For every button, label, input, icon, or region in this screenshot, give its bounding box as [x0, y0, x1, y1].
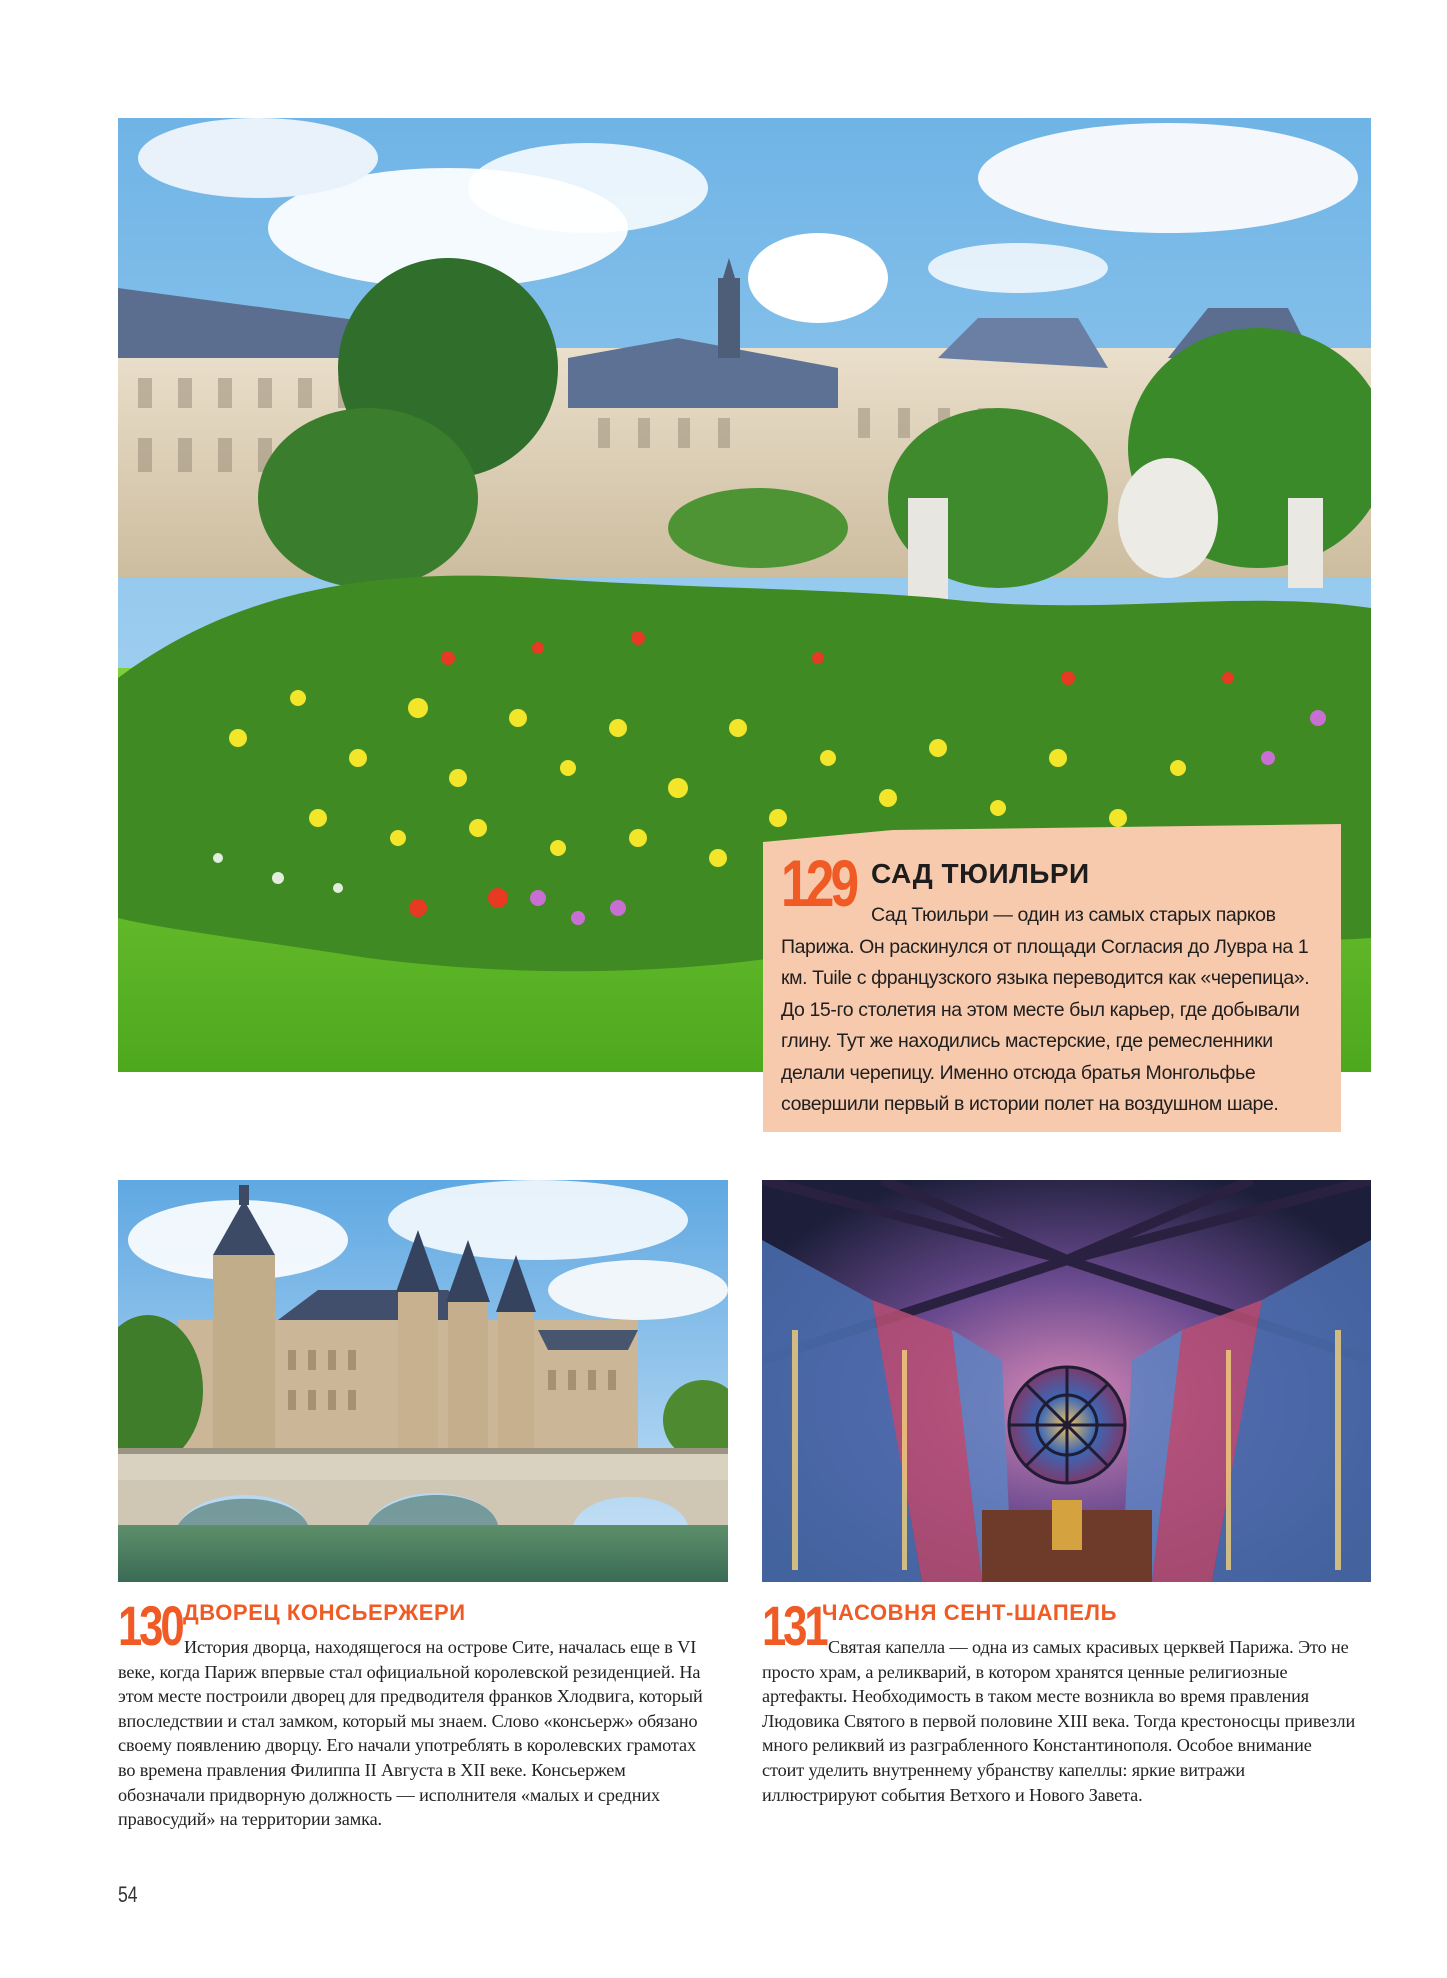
sainte-chapelle-photo [762, 1180, 1371, 1582]
tuileries-info-card [763, 824, 1341, 1132]
section-text: Сад Тюильри — один из самых старых парков Парижа. Он раскинулся от площади Согласия до Лувра на 1 км. Tuile с французского языка переводится как «черепица». До 15-го столетия на этом месте был карьер, где добывали глину. Тут же находились мастерские, где ремесленники делали черепицу. Именно отсюда братья Монгольфье совершили первый в истории полет на воздушном шаре. [781, 904, 1310, 1115]
section-number: 129 [781, 846, 856, 920]
section-number: 130 [118, 1594, 182, 1657]
section-title: САД ТЮИЛЬРИ [871, 858, 1090, 889]
section-text: Святая капелла — одна из самых красивых церквей Парижа. Это не просто храм, а реликварий, в котором хранятся ценные религиозные артефакты. Необходимость в таком месте возникла во время правления Людовика Святого в первой половине XIII века. Тогда крестоносцы привезли много реликвий из разграбленного Константинополя. Особое внимание стоит уделить внутреннему убранству капеллы: яркие витражи иллюстрируют события Ветхого и Нового Завета. [762, 1637, 1356, 1805]
section-number: 131 [762, 1594, 826, 1657]
page-number: 54 [118, 1882, 138, 1907]
conciergerie-photo [118, 1180, 728, 1582]
section-title: ДВОРЕЦ КОНСЬЕРЖЕРИ [183, 1600, 466, 1625]
section-text: История дворца, находящегося на острове Сите, началась еще в VI веке, когда Париж впервые стал официальной королевской резиденцией. На этом месте построили дворец для предводителя франков Хлодвига, который впоследствии и стал замком, который мы знаем. Слово «консьерж» обязано своему появлению дворцу. Его начали употреблять в королевских грамотах во времена правления Филиппа II Августа в XII веке. Консьержем обозначали придворную должность — исполнителя «малых и средних правосудий» на территории замка. [118, 1637, 703, 1830]
section-title: ЧАСОВНЯ СЕНТ-ШАПЕЛЬ [822, 1600, 1118, 1625]
